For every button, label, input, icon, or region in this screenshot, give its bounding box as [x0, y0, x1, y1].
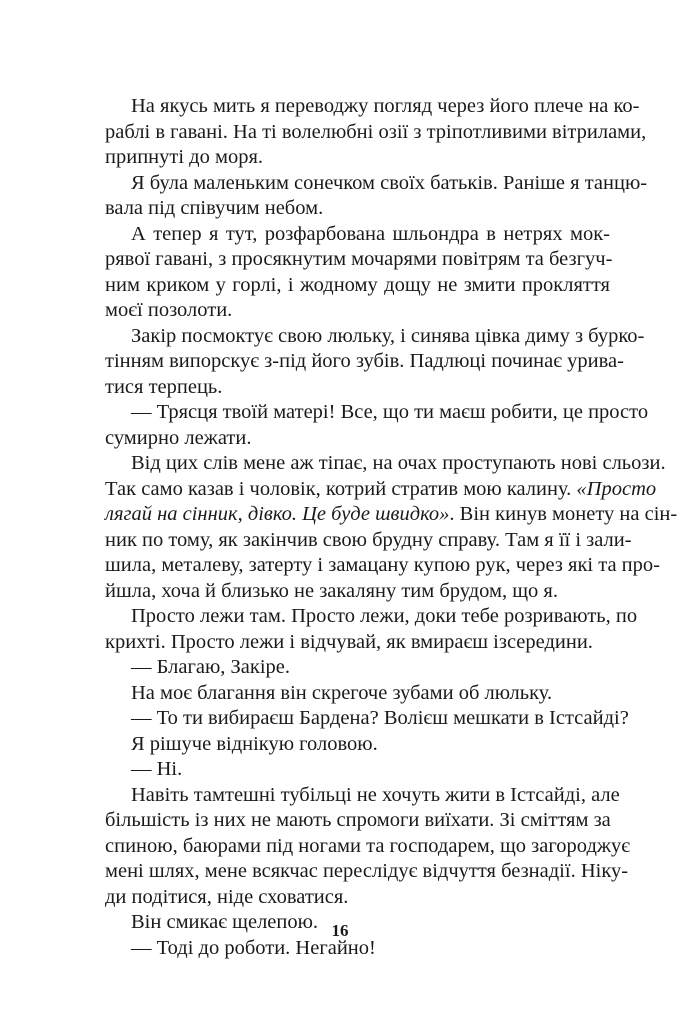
text-line — [105, 579, 610, 605]
text-line — [105, 834, 631, 860]
line-text: Просто лежи там. Просто лежи, доки тебе розривають, по — [131, 605, 638, 627]
text-line — [105, 808, 610, 834]
text-line — [105, 120, 647, 146]
text-line — [105, 94, 640, 120]
italic-quote: «Просто — [576, 477, 657, 500]
line-text: моєї позолоти. — [105, 299, 233, 321]
text-line — [105, 400, 649, 426]
text-line — [105, 273, 610, 299]
line-text: тися терпець. — [105, 375, 223, 398]
text-line — [105, 477, 657, 503]
line-text: — Трясця твоїй матері! Все, що ти маєш робити, це просто — [131, 401, 649, 423]
line-text: Так само казав і чоловік, котрий стратив мою калину. — [105, 477, 577, 500]
line-text: — Благаю, Закіре. — [131, 656, 291, 678]
text-line — [105, 222, 610, 248]
line-text: сумирно лежати. — [105, 426, 252, 449]
text-line — [105, 247, 613, 273]
text-line — [105, 655, 610, 681]
line-text: Я була маленьким сонечком своїх батьків. Раніше я танцю- — [131, 171, 648, 194]
text-line — [105, 553, 660, 579]
line-text: ним криком у горлі, і жодному дощу не змити прокляття — [105, 273, 610, 296]
line-text: Я рішуче віднікую головою. — [131, 732, 378, 755]
text-line — [105, 426, 610, 452]
body-text — [105, 94, 678, 961]
text-line — [105, 145, 610, 171]
line-text: На якусь мить я переводжу погляд через його плече на ко- — [131, 95, 640, 117]
line-text: шила, металеву, затерту і замацану купою рук, через які та про- — [105, 554, 660, 576]
line-text: крихті. Просто лежи і відчувай, як вмираєш ізсередини. — [105, 630, 593, 653]
text-line — [105, 885, 610, 911]
line-text: ди подітися, ніде сховатися. — [105, 885, 349, 908]
text-line — [105, 502, 678, 528]
italic-quote: лягай на сінник, дівко. Це буде швидко» — [105, 503, 450, 525]
text-line — [105, 171, 648, 197]
line-text: А тепер я тут, розфарбована шльондра в нетрях мок- — [131, 222, 610, 245]
line-text: — То ти вибираєш Бардена? Волієш мешкати в Істсайді? — [131, 707, 629, 729]
text-line — [105, 604, 638, 630]
text-line — [105, 324, 645, 350]
line-text: — Ні. — [131, 758, 183, 780]
line-text: На моє благання він скрегоче зубами об люльку. — [131, 681, 553, 704]
text-line — [105, 375, 610, 401]
text-line — [105, 451, 666, 477]
line-text: — Тоді до роботи. Негайно! — [131, 936, 376, 959]
text-line — [105, 732, 610, 758]
text-line — [105, 706, 629, 732]
line-text: йшла, хоча й близько не закаляну тим брудом, що я. — [105, 579, 558, 602]
text-line — [105, 349, 624, 375]
line-text: ник по тому, як закінчив свою брудну справу. Там я її і зали- — [105, 528, 632, 551]
text-line — [105, 783, 620, 809]
text-line — [105, 681, 610, 707]
line-text: раблі в гавані. На ті волелюбні озії з тріпотливими вітрилами, — [105, 120, 647, 143]
line-text: Він смикає щелепою. — [131, 911, 319, 933]
line-text: більшість із них не мають спромоги виїхати. Зі сміттям за — [105, 809, 611, 831]
text-line — [105, 859, 629, 885]
line-text: Закір посмоктує свою люльку, і синява цівка диму з бурко- — [131, 324, 645, 347]
line-text-after: . Він кинув монету на сін- — [449, 503, 678, 525]
text-line — [105, 630, 610, 656]
line-text: Від цих слів мене аж тіпає, на очах проступають нові сльози. — [131, 452, 666, 474]
text-line — [105, 196, 610, 222]
line-text: тінням випорскує з-під його зубів. Падлюці починає урива- — [105, 350, 624, 372]
text-line — [105, 528, 632, 554]
line-text: рявої гавані, з просякнутим мочарями повітрям та безгуч- — [105, 248, 613, 270]
line-text: Навіть тамтешні тубільці не хочуть жити в Істсайді, але — [131, 783, 620, 806]
text-line — [105, 757, 610, 783]
line-text: спиною, баюрами під ногами та господарем, що загороджує — [105, 834, 631, 857]
line-text: вала під співучим небом. — [105, 197, 324, 219]
line-text: мені шлях, мене всякчас переслідує відчуття безнадії. Ніку- — [105, 860, 629, 882]
page-number: 16 — [331, 921, 349, 940]
text-line — [105, 298, 610, 324]
line-text: припнуті до моря. — [105, 146, 263, 168]
